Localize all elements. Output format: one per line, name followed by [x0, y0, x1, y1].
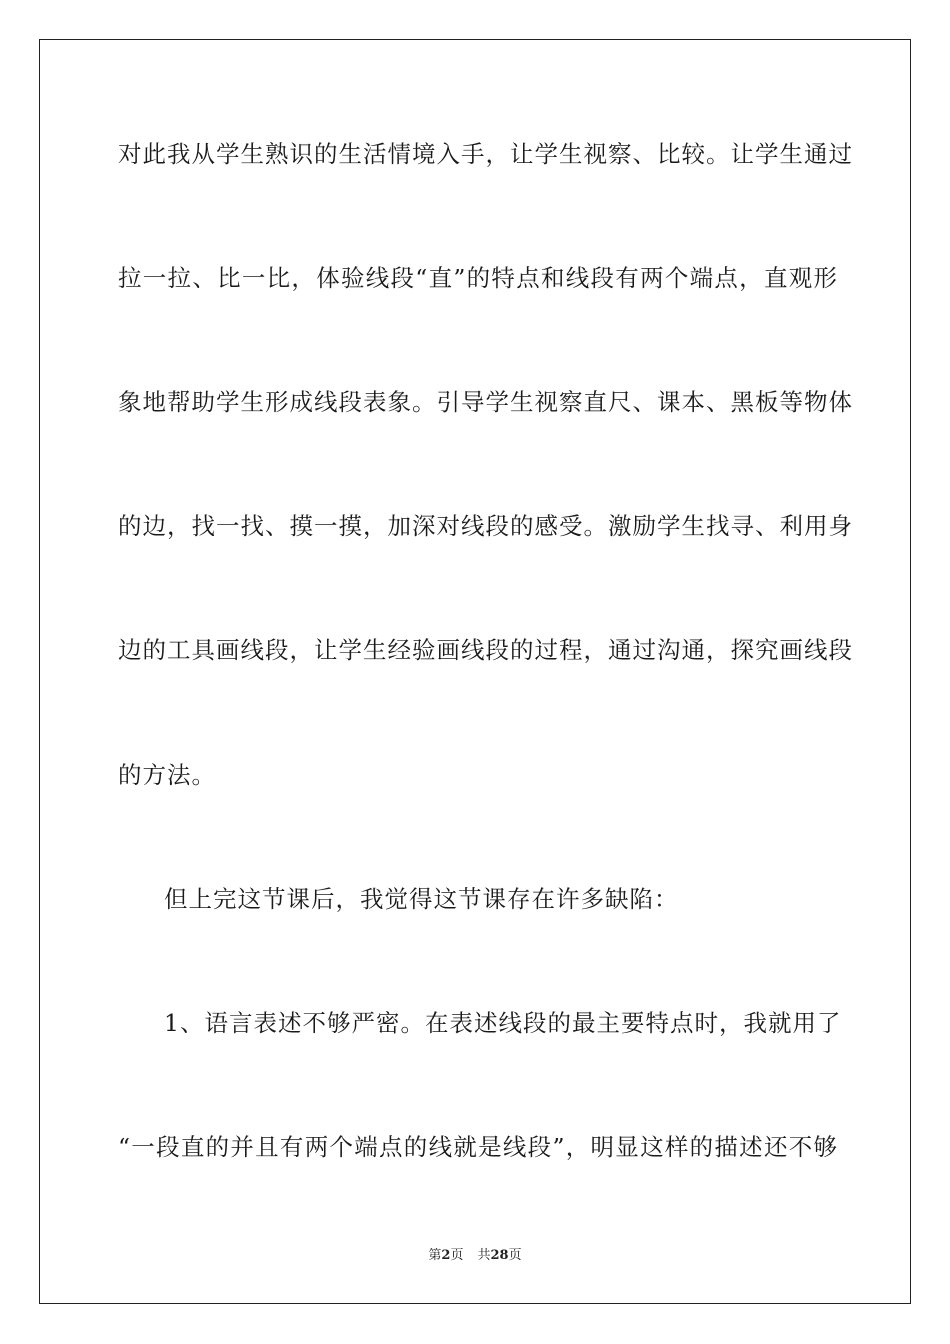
paragraph-line-8: 1、语言表述不够严密。在表述线段的最主要特点时，我就用了 — [164, 1009, 842, 1037]
total-suffix: 页 — [508, 1248, 522, 1263]
paragraph-line-7: 但上完这节课后，我觉得这节课存在许多缺陷： — [164, 885, 679, 913]
page-border — [39, 39, 911, 1304]
page-footer — [0, 1247, 950, 1265]
text-line-6: 的方法。 — [118, 761, 216, 789]
page-suffix: 页 — [450, 1248, 464, 1263]
text-line-4: 的边，找一找、摸一摸，加深对线段的感受。激励学生找寻、利用身 — [118, 512, 853, 540]
text-line-2: 拉一拉、比一比，体验线段“直”的特点和线段有两个端点，直观形 — [118, 264, 838, 292]
page-number: 2 — [441, 1248, 451, 1263]
text-line-3: 象地帮助学生形成线段表象。引导学生视察直尺、课本、黑板等物体 — [118, 388, 853, 416]
total-pages: 28 — [490, 1248, 509, 1263]
text-line-1: 对此我从学生熟识的生活情境入手，让学生视察、比较。让学生通过 — [118, 140, 853, 168]
text-line-5: 边的工具画线段，让学生经验画线段的过程，通过沟通，探究画线段 — [118, 636, 853, 664]
total-prefix: 共 — [477, 1248, 491, 1263]
text-line-9: “一段直的并且有两个端点的线就是线段”，明显这样的描述还不够 — [118, 1133, 838, 1161]
page-prefix: 第 — [428, 1248, 442, 1263]
